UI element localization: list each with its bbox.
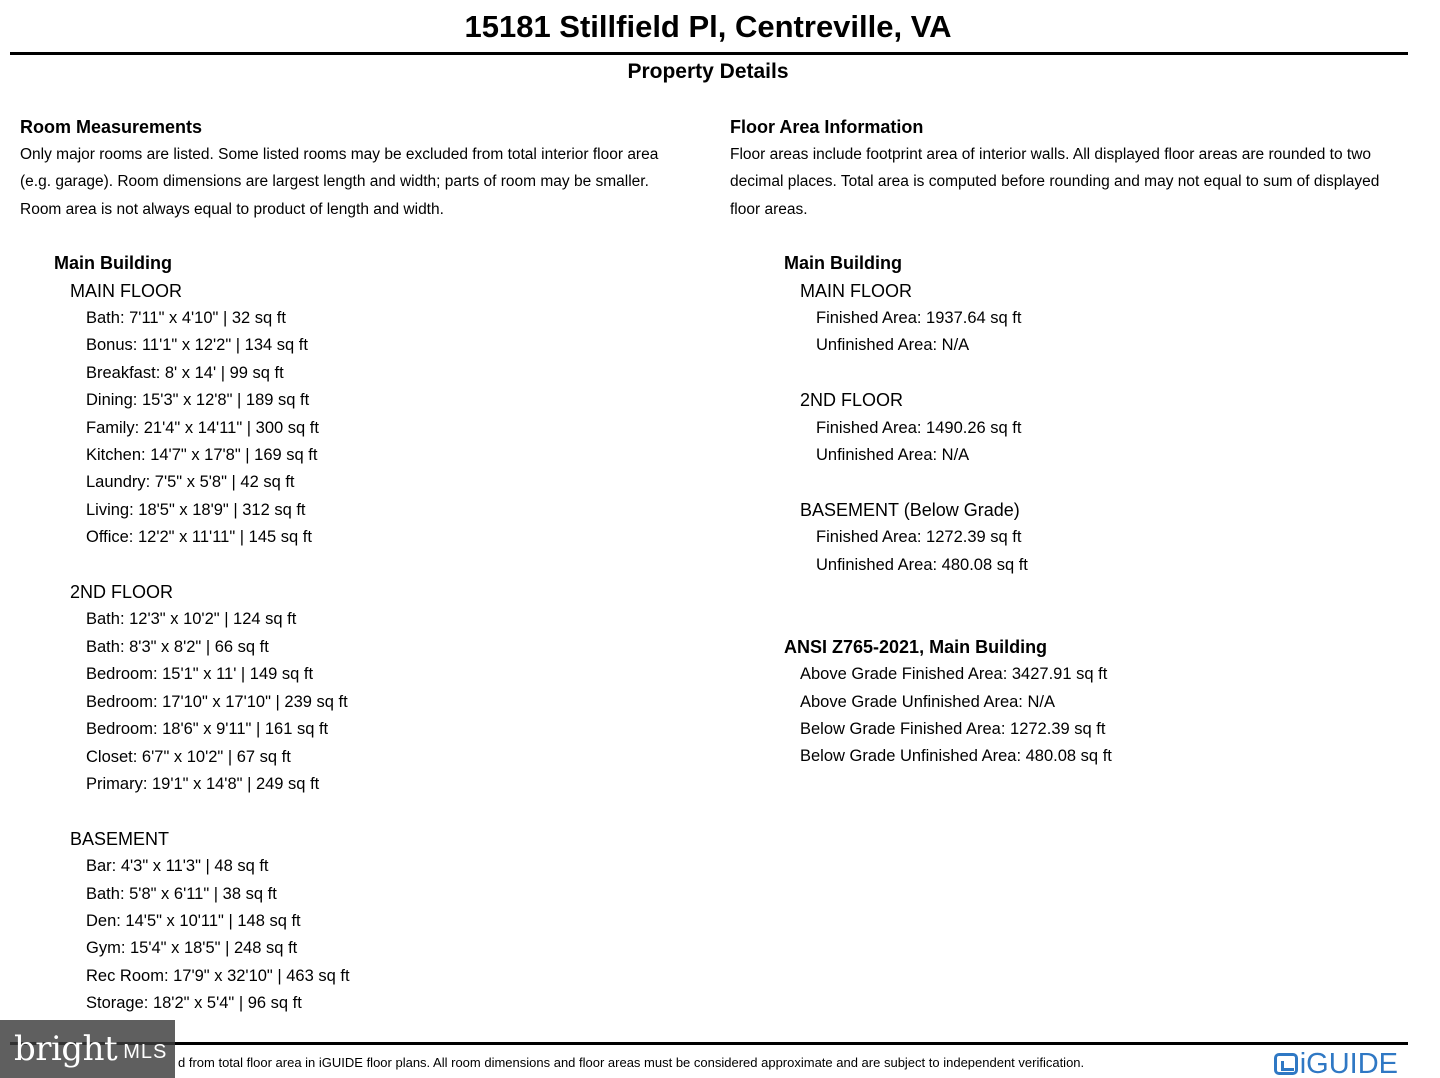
area-floor-heading-main: MAIN FLOOR: [800, 280, 913, 301]
finished-area-row: Finished Area: 1937.64 sq ft: [816, 309, 1022, 328]
room-row: Breakfast: 8' x 14' | 99 sq ft: [86, 363, 284, 382]
room-measurements-note-line: (e.g. garage). Room dimensions are largest length and width; parts of room may be smaller.: [20, 173, 649, 191]
room-measurements-heading: Room Measurements: [20, 117, 203, 137]
room-row: Bar: 4'3" x 11'3" | 48 sq ft: [86, 857, 269, 876]
ansi-heading: ANSI Z765-2021, Main Building: [784, 636, 1048, 657]
iguide-logo: [1274, 1046, 1398, 1078]
ansi-row: Above Grade Unfinished Area: N/A: [800, 692, 1055, 711]
room-row: Storage: 18'2" x 5'4" | 96 sq ft: [86, 994, 302, 1013]
room-row: Family: 21'4" x 14'11" | 300 sq ft: [86, 418, 319, 437]
bright-mls-watermark: [0, 1020, 175, 1078]
room-row: Living: 18'5" x 18'9" | 312 sq ft: [86, 500, 306, 519]
ansi-row: Below Grade Unfinished Area: 480.08 sq ft: [800, 747, 1112, 766]
room-row: Kitchen: 14'7" x 17'8" | 169 sq ft: [86, 446, 318, 465]
room-row: Bedroom: 17'10" x 17'10" | 239 sq ft: [86, 692, 348, 711]
unfinished-area-row: Unfinished Area: N/A: [816, 446, 970, 465]
room-row: Dining: 15'3" x 12'8" | 189 sq ft: [86, 391, 310, 410]
room-row: Bath: 7'11" x 4'10" | 32 sq ft: [86, 309, 286, 328]
footer-disclaimer: d from total floor area in iGUIDE floor plans. All room dimensions and floor areas must be considered approximate and are subject to independent verification.: [178, 1055, 1085, 1070]
finished-area-row: Finished Area: 1272.39 sq ft: [816, 528, 1022, 547]
unfinished-area-row: Unfinished Area: N/A: [816, 336, 970, 355]
room-row: Closet: 6'7" x 10'2" | 67 sq ft: [86, 747, 291, 766]
room-row: Laundry: 7'5" x 5'8" | 42 sq ft: [86, 473, 295, 492]
floor-area-note-line: Floor areas include footprint area of interior walls. All displayed floor areas are rounded to two: [730, 146, 1372, 163]
room-row: Bedroom: 15'1" x 11' | 149 sq ft: [86, 665, 314, 684]
room-row: Den: 14'5" x 10'11" | 148 sq ft: [86, 911, 301, 930]
floor-heading-main: MAIN FLOOR: [70, 280, 183, 301]
page-title: 15181 Stillfield Pl, Centreville, VA: [464, 9, 952, 44]
room-row: Rec Room: 17'9" x 32'10" | 463 sq ft: [86, 966, 350, 985]
iguide-logo-text: iGUIDE: [1299, 1048, 1398, 1078]
room-measurements-note-line: Room area is not always equal to product of length and width.: [20, 200, 444, 218]
area-floor-heading-basement: BASEMENT (Below Grade): [800, 499, 1020, 520]
room-row: Office: 12'2" x 11'11" | 145 sq ft: [86, 528, 312, 547]
floor-heading-basement: BASEMENT: [70, 828, 170, 849]
floor-heading-2nd: 2ND FLOOR: [70, 582, 174, 603]
title-divider: [10, 52, 1408, 55]
area-building-heading: Main Building: [784, 253, 902, 274]
ansi-row: Above Grade Finished Area: 3427.91 sq ft: [800, 665, 1108, 684]
room-row: Bath: 5'8" x 6'11" | 38 sq ft: [86, 884, 277, 903]
bright-watermark-word: bright: [14, 1029, 118, 1069]
room-building-heading: Main Building: [54, 253, 172, 274]
footer-divider: [10, 1042, 1408, 1045]
area-floor-heading-2nd: 2ND FLOOR: [800, 390, 904, 411]
page-subtitle: Property Details: [627, 60, 789, 83]
iguide-mark-icon: [1274, 1053, 1298, 1075]
room-row: Bath: 12'3" x 10'2" | 124 sq ft: [86, 610, 297, 629]
unfinished-area-row: Unfinished Area: 480.08 sq ft: [816, 555, 1028, 574]
floor-area-note-line: floor areas.: [730, 200, 808, 218]
floor-area-column: [730, 114, 1430, 771]
room-row: Primary: 19'1" x 14'8" | 249 sq ft: [86, 774, 320, 793]
ansi-row: Below Grade Finished Area: 1272.39 sq ft: [800, 720, 1106, 739]
mls-watermark-suffix: MLS: [123, 1040, 168, 1063]
room-row: Bath: 8'3" x 8'2" | 66 sq ft: [86, 637, 269, 656]
room-row: Bonus: 11'1" x 12'2" | 134 sq ft: [86, 336, 308, 355]
floor-area-heading: Floor Area Information: [730, 117, 924, 137]
room-row: Bedroom: 18'6" x 9'11" | 161 sq ft: [86, 720, 329, 739]
room-row: Gym: 15'4" x 18'5" | 248 sq ft: [86, 939, 298, 958]
room-measurements-column: [20, 114, 710, 1018]
room-measurements-note-line: Only major rooms are listed. Some listed rooms may be excluded from total interior floor area: [20, 146, 659, 163]
finished-area-row: Finished Area: 1490.26 sq ft: [816, 418, 1022, 437]
floor-area-note-line: decimal places. Total area is computed before rounding and may not equal to sum of displayed: [730, 173, 1380, 191]
